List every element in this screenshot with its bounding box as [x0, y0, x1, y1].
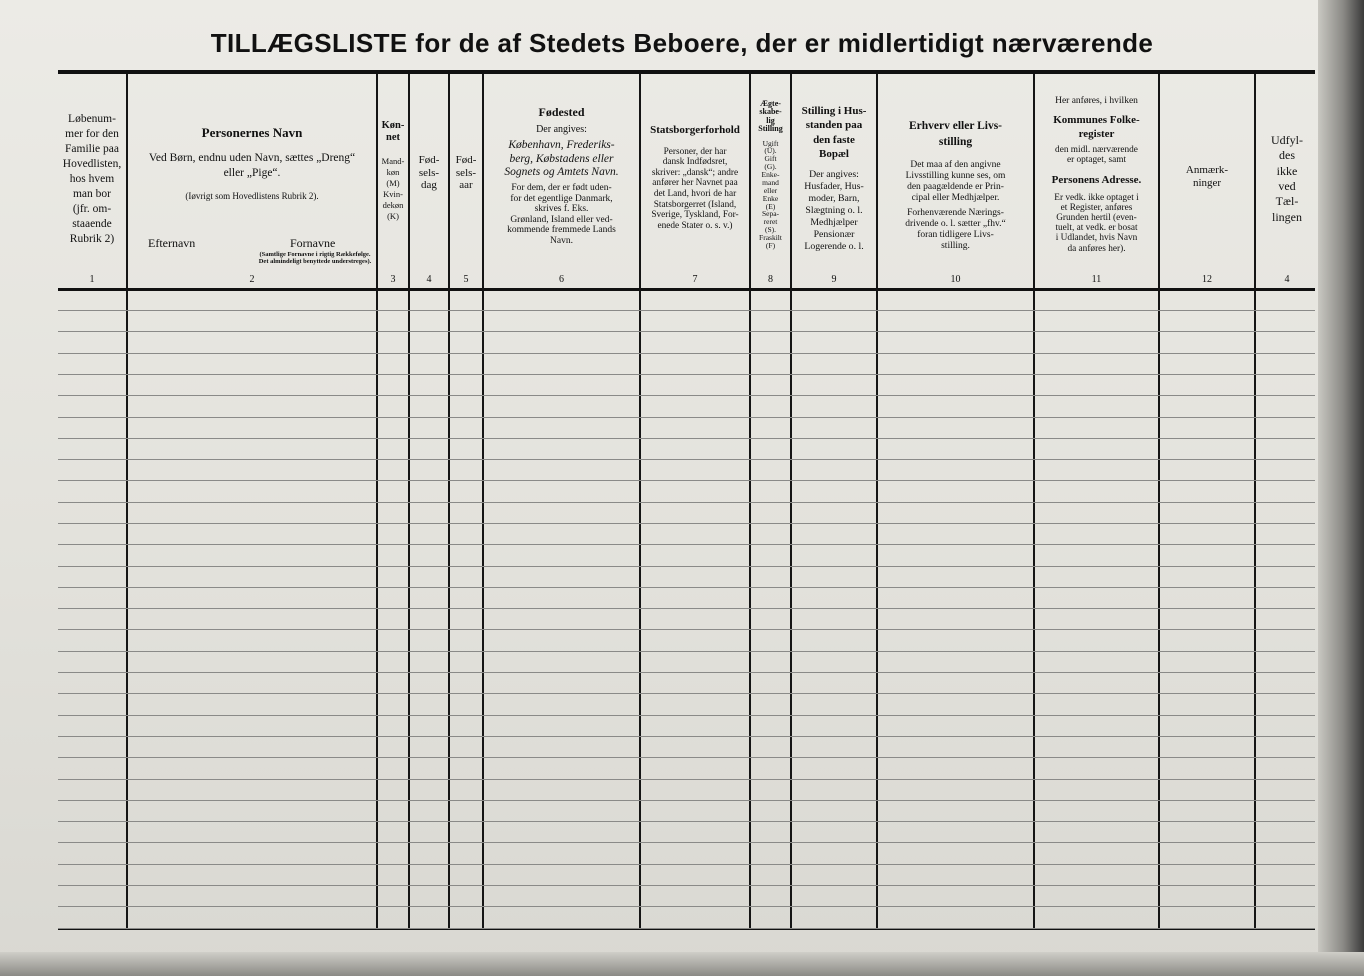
- entry-row-line: [58, 757, 1315, 758]
- col11-body: Er vedk. ikke optaget i et Register, anføres Grunden hertil (even- tuelt, at vedk. er bosat i Udlandet, hvis Navn da anføres her).: [1054, 192, 1139, 254]
- entry-row-line: [58, 395, 1315, 396]
- entry-row-line: [58, 864, 1315, 865]
- entry-row-line: [58, 310, 1315, 311]
- col8-body: Ugift (U). Gift (G). Enke- mand eller Enke (E) Sepa- reret (S). Fraskilt (F): [759, 138, 782, 250]
- entry-row-line: [58, 672, 1315, 673]
- col-number: 11: [1091, 274, 1102, 285]
- col2-sub-efternavn: Efternavn: [148, 236, 196, 250]
- entry-row-line: [58, 331, 1315, 332]
- entry-row-line: [58, 438, 1315, 439]
- entry-row-line: [58, 480, 1315, 481]
- entry-row-line: [58, 779, 1315, 780]
- entry-row-line: [58, 693, 1315, 694]
- entry-row-line: [58, 715, 1315, 716]
- entry-row-line: [58, 629, 1315, 630]
- col-number: 7: [692, 274, 698, 285]
- col10-header: [878, 80, 1033, 276]
- entry-row-line: [58, 800, 1315, 801]
- entry-row-line: [58, 651, 1315, 652]
- col7-body: Personer, der har dansk Indfødsret, skriver: „dansk“; andre anfører her Navnet paa det Land, hvori de har Statsborgerret (Island, Sverige, Tyskland, For- enede Stater o. s. v.): [651, 146, 739, 231]
- col-number: 10: [950, 274, 961, 285]
- col9-body: Der angives: Husfader, Hus- moder, Barn, Slægtning o. l. Medhjælper Pensionær Logerende o. l.: [804, 169, 864, 252]
- top-rule: [58, 70, 1315, 74]
- entry-row-line: [58, 821, 1315, 822]
- col-number: 4: [1284, 274, 1290, 285]
- entry-row-line: [58, 842, 1315, 843]
- col3-header: [378, 80, 408, 276]
- col-number: 9: [831, 274, 837, 285]
- col8-header: [751, 80, 790, 276]
- col-number: 6: [559, 274, 564, 285]
- entry-row-line: [58, 736, 1315, 737]
- col2-note2: (Iøvrigt som Hovedlistens Rubrik 2).: [185, 190, 319, 201]
- scan-edge-bottom: [0, 952, 1364, 976]
- col6-line1: Der angives:: [536, 123, 587, 135]
- col6-line3: For dem, der er født uden- for det egentlige Danmark, skrives f. Eks. Grønland, Island eller ved- kommende fremmede Lands Navn.: [507, 182, 616, 247]
- col-number: 12: [1202, 274, 1212, 285]
- col-number: 3: [390, 274, 396, 285]
- col6-title: Fødested: [538, 105, 585, 119]
- entry-row-line: [58, 928, 1315, 929]
- entry-row-line: [58, 885, 1315, 886]
- col3-body: Mand- køn (M) Kvin- dekøn (K): [381, 156, 405, 222]
- col7-header: [641, 80, 749, 276]
- col12-header: Anmærk- ninger: [1185, 164, 1229, 189]
- col2-sub-fornavne: Fornavne: [290, 236, 336, 250]
- col11-pre: Her anføres, i hvilken: [1055, 96, 1138, 106]
- entry-row-line: [58, 459, 1315, 460]
- col11-title: Kommunes Folke- register: [1053, 113, 1140, 141]
- header-bottom-rule: [58, 288, 1315, 291]
- col5-header: Fød- sels- aar: [455, 154, 477, 192]
- col-number: 4: [426, 274, 432, 285]
- col2-note: Ved Børn, endnu uden Navn, sættes „Dreng“ eller „Pige“.: [148, 151, 356, 179]
- col10-body2: Forhenværende Nærings- drivende o. l. sætter „fhv.“ foran tidligere Livs- stilling.: [905, 207, 1006, 251]
- col2-title: Personernes Navn: [201, 125, 303, 140]
- col1-header: Løbenum- mer for den Familie paa Hovedlisten, hos hvem man bor (jfr. om- staaende Rubrik 2): [62, 113, 122, 245]
- entry-row-line: [58, 566, 1315, 567]
- entry-row-line: [58, 608, 1315, 609]
- col2-header: [128, 80, 376, 276]
- col-number: 2: [249, 274, 255, 285]
- entry-row-line: [58, 544, 1315, 545]
- entry-row-line: [58, 523, 1315, 524]
- form-title: TILLÆGSLISTE for de af Stedets Beboere, der er midlertidigt nærværende: [210, 28, 1154, 58]
- entry-row-line: [58, 502, 1315, 503]
- col10-body: Det maa af den angivne Livsstilling kunne ses, om den paagældende er Prin- cipal eller Medhjælper.: [905, 160, 1006, 203]
- col8-title: Ægte- skabe- lig Stilling: [758, 99, 783, 134]
- entry-row-line: [58, 417, 1315, 418]
- col-number: 1: [89, 274, 95, 285]
- col4-header: Fød- sels- dag: [418, 154, 440, 192]
- col6-header: [484, 80, 639, 276]
- col7-title: Statsborgerforhold: [650, 124, 740, 136]
- entry-row-line: [58, 374, 1315, 375]
- col9-header: [792, 80, 876, 276]
- col10-title: Erhverv eller Livs- stilling: [908, 120, 1003, 149]
- scan-edge-right: [1318, 0, 1364, 976]
- col11-title2: Personens Adresse.: [1051, 173, 1142, 186]
- entry-row-line: [58, 587, 1315, 588]
- col9-title: Stilling i Hus- standen paa den faste Bopæl: [801, 105, 867, 160]
- entry-row-line: [58, 906, 1315, 907]
- col-number: 5: [463, 274, 469, 285]
- col6-line2: København, Frederiks- berg, Købstadens eller Sognets og Amtets Navn.: [504, 139, 619, 178]
- col2-sub-fornavne-note: (Samtlige Fornavne i rigtig Rækkefølge. Det almindeligt benyttede understreges).: [258, 251, 372, 265]
- col13-header: Udfyl- des ikke ved Tæl- lingen: [1271, 133, 1303, 224]
- entry-row-line: [58, 353, 1315, 354]
- col3-title: Køn- net: [381, 120, 405, 144]
- col11-header: [1035, 80, 1158, 276]
- col11-mid: den midl. nærværende er optaget, samt: [1055, 144, 1138, 166]
- col-number: 8: [768, 274, 773, 285]
